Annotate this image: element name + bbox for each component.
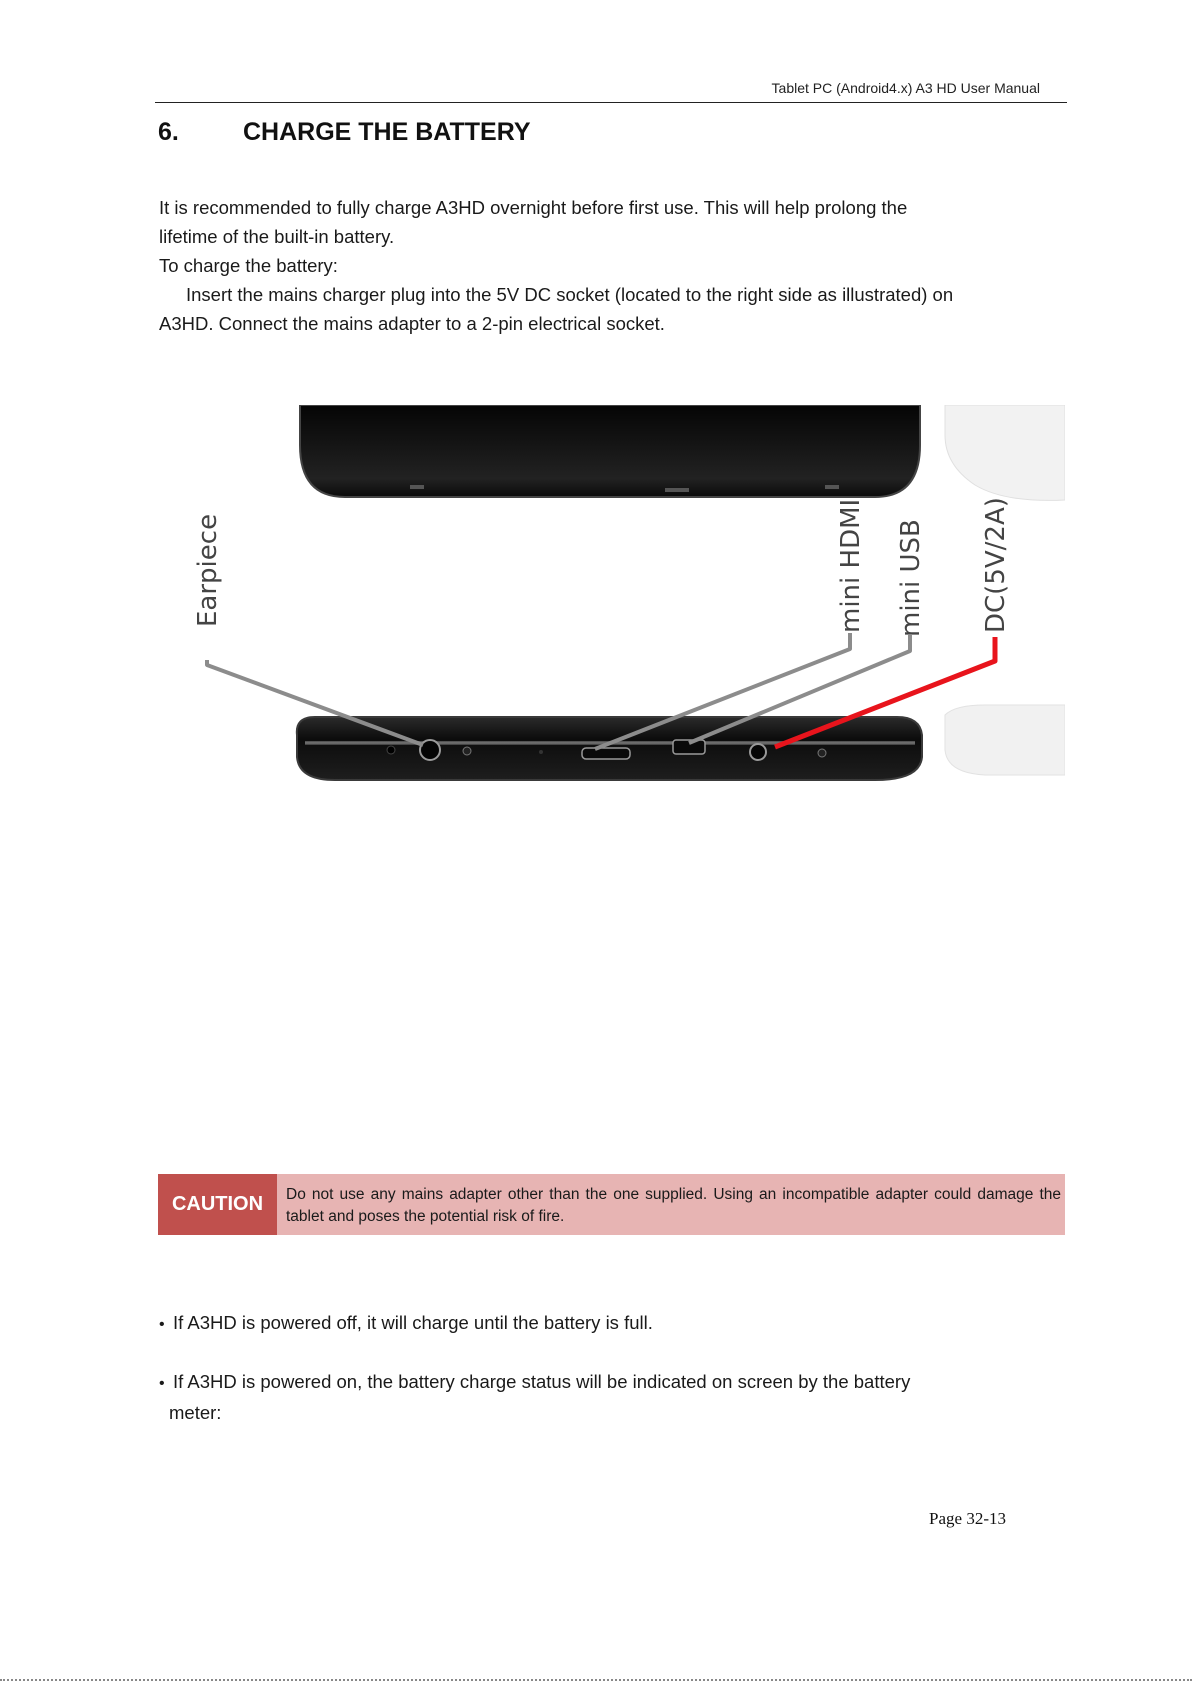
header-divider [155, 102, 1067, 103]
label-mini-usb: mini USB [896, 519, 926, 637]
page-number: Page 32-13 [929, 1509, 1006, 1528]
device-port-diagram [185, 405, 1065, 785]
bullet-item-powered-off [159, 1308, 1059, 1339]
white-accessory-bottom [945, 705, 1065, 775]
reset-hole [539, 750, 543, 754]
section-number: 6. [158, 118, 179, 146]
intro-line-5: A3HD. Connect the mains adapter to a 2-pin electrical socket. [159, 313, 665, 334]
dc-jack [750, 744, 766, 760]
label-earpiece: Earpiece [193, 513, 223, 627]
bullet-item-powered-on [159, 1367, 1059, 1427]
bullet-icon: • [159, 1316, 165, 1333]
caution-notice [158, 1174, 1065, 1235]
bullet-text-1: If A3HD is powered off, it will charge until the battery is full. [173, 1312, 653, 1333]
intro-line-4: Insert the mains charger plug into the 5V DC socket (located to the right side as illustrated) on [186, 284, 954, 305]
running-header: Tablet PC (Android4.x) A3 HD User Manual [771, 80, 1040, 96]
intro-line-3: To charge the battery: [159, 255, 338, 276]
device-top-view [300, 405, 920, 497]
intro-paragraph [159, 193, 1059, 338]
label-mini-hdmi: mini HDMI [836, 498, 866, 633]
small-screw-right [818, 749, 826, 757]
label-dc: DC(5V/2A) [981, 497, 1011, 633]
mini-hdmi-port [582, 748, 630, 759]
bullet-text-2a: If A3HD is powered on, the battery charge status will be indicated on screen by the battery [173, 1371, 911, 1392]
small-screw [463, 747, 471, 755]
bottom-dotted-border [0, 1679, 1192, 1681]
section-title: CHARGE THE BATTERY [243, 118, 531, 146]
caution-label: CAUTION [158, 1174, 277, 1235]
section-heading [158, 118, 531, 147]
bullet-text-2b: meter: [169, 1402, 222, 1423]
bullet-icon: • [159, 1375, 165, 1392]
mic-hole [387, 746, 395, 754]
caution-text: Do not use any mains adapter other than the one supplied. Using an incompatible adapter could damage the tablet and poses the potential risk of fire. [286, 1186, 1061, 1225]
intro-line-2: lifetime of the built-in battery. [159, 226, 395, 247]
intro-line-1: It is recommended to fully charge A3HD overnight before first use. This will help prolong the [159, 197, 908, 218]
white-accessory-top [945, 405, 1065, 500]
